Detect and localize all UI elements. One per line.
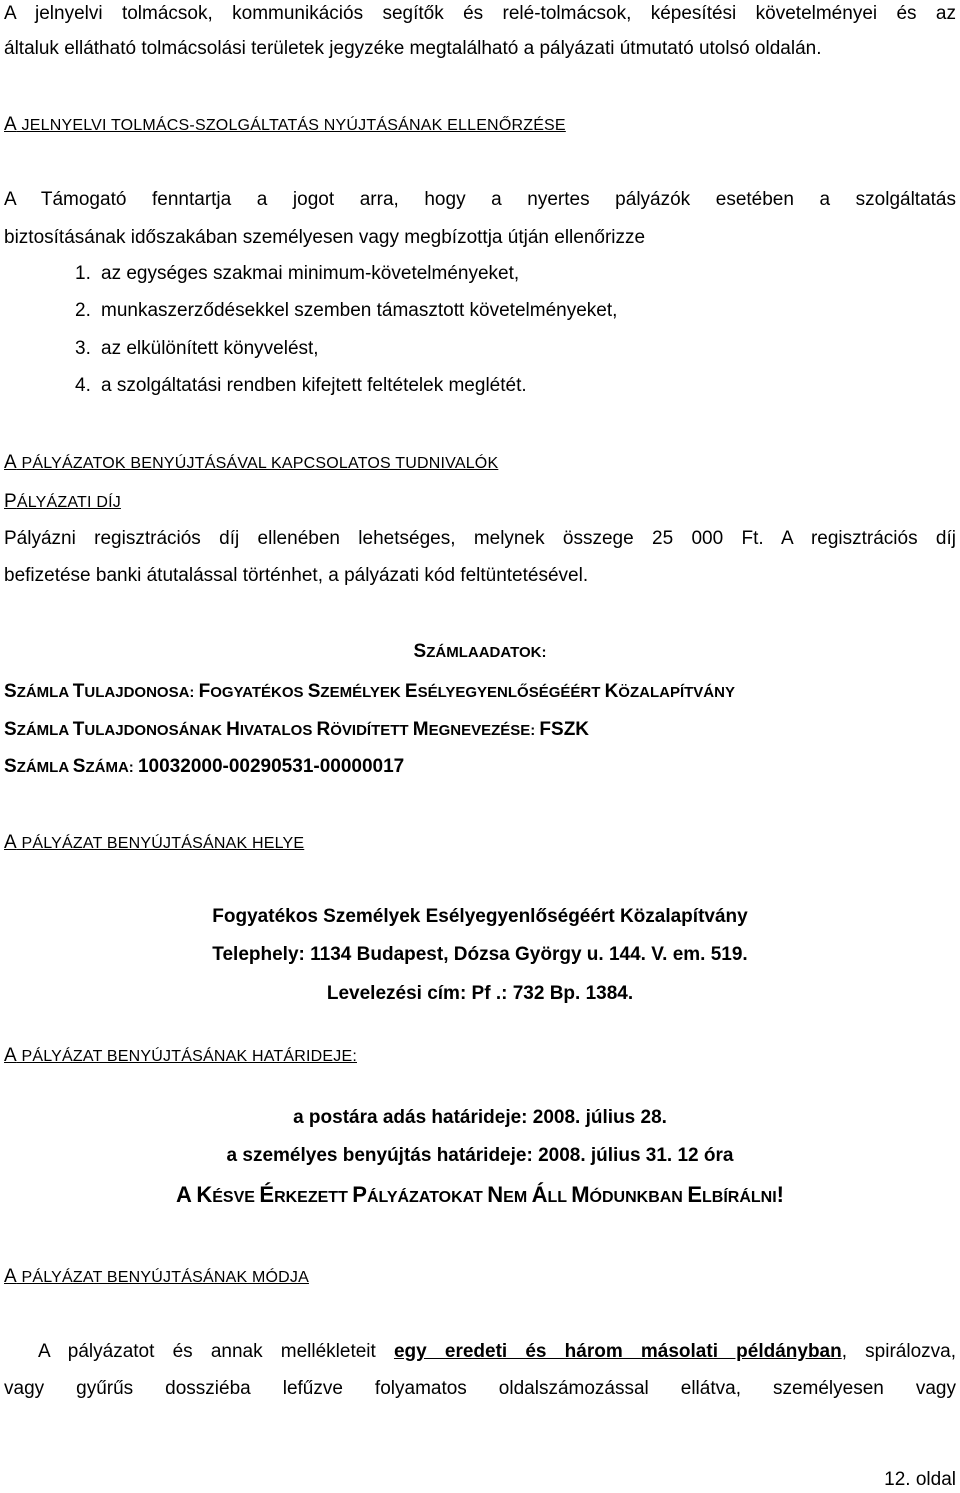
sc-rest: ÓDUNKBAN bbox=[589, 1189, 688, 1206]
sc-initial: E bbox=[404, 681, 418, 702]
heading-rest: ÁLYÁZATI DÍJ bbox=[16, 494, 121, 511]
list-item bbox=[75, 262, 895, 286]
place-site-address: Telephely: 1134 Budapest, Dózsa György u. 144. V. em. 519. bbox=[212, 944, 748, 965]
sc-initial: P bbox=[352, 1182, 367, 1207]
sc-rest: ZÁMLA bbox=[16, 722, 73, 739]
heading-rest: JELNYELVI TOLMÁCS-SZOLGÁLTATÁS NYÚJTÁSÁNAK ELLENŐRZÉSE bbox=[16, 117, 566, 134]
late-submission-warning bbox=[0, 1183, 960, 1210]
heading-initial: A bbox=[4, 832, 17, 853]
heading-rest: PÁLYÁZAT BENYÚJTÁSÁNAK MÓDJA bbox=[16, 1269, 309, 1286]
sc-initial: ! bbox=[776, 1182, 784, 1207]
sc-initial: K bbox=[604, 681, 619, 702]
sc-rest: ZÁMLA bbox=[16, 684, 73, 701]
heading-rest: PÁLYÁZATOK BENYÚJTÁSÁVAL KAPCSOLATOS TUDNIVALÓK bbox=[16, 455, 499, 472]
page-number: 12. oldal bbox=[884, 1469, 956, 1490]
sc-initial: A bbox=[176, 1182, 192, 1207]
submission-info-heading bbox=[4, 451, 956, 476]
place-heading bbox=[4, 831, 956, 856]
sc-rest: OGYATÉKOS bbox=[210, 684, 308, 701]
control-para-line-2: biztosításának időszakában személyesen vagy megbízottja útján ellenőrizze bbox=[4, 227, 646, 248]
heading-initial: A bbox=[4, 1045, 17, 1066]
sc-rest: LBÍRÁLNI bbox=[702, 1189, 777, 1206]
intro-line-2: általuk ellátható tolmácsolási területek jegyzéke megtalálható a pályázati útmutató utolsó oldalán. bbox=[4, 38, 822, 59]
sc-rest: ZÁMA: bbox=[85, 759, 138, 776]
sc-initial: M bbox=[571, 1182, 590, 1207]
fee-line-1: Pályázni regisztrációs díj ellenében lehetséges, melynek összege 25 000 Ft. A regisztrációs díj bbox=[4, 528, 956, 549]
list-item bbox=[75, 337, 895, 361]
list-item bbox=[75, 299, 895, 323]
sc-initial: R bbox=[316, 719, 331, 740]
place-mail-address: Levelezési cím: Pf .: 732 Bp. 1384. bbox=[326, 983, 634, 1004]
sc-initial: M bbox=[412, 719, 429, 740]
sc-initial: N bbox=[487, 1182, 504, 1207]
list-number: 1. bbox=[75, 263, 91, 284]
sc-rest: EM bbox=[503, 1189, 532, 1206]
sc-rest: ULAJDONOSA: bbox=[84, 684, 199, 701]
sc-initial: E bbox=[687, 1182, 702, 1207]
sc-rest: ÖZALAPÍTVÁNY bbox=[618, 684, 735, 701]
fee-heading bbox=[4, 490, 956, 515]
sc-initial: S bbox=[307, 681, 321, 702]
sc-rest: RKEZETT bbox=[274, 1189, 353, 1206]
sc-rest: SÉLYEGYENLŐSÉGÉÉRT bbox=[417, 684, 605, 701]
billing-owner-line bbox=[4, 680, 956, 705]
sc-rest: LL bbox=[547, 1189, 572, 1206]
sc-initial: H bbox=[226, 719, 240, 740]
deadline-personal: a személyes benyújtás határideje: 2008. július 31. 12 óra bbox=[226, 1145, 734, 1166]
control-section-heading bbox=[4, 113, 956, 138]
method-line-2: vagy gyűrűs dossziéba lefűzve folyamatos oldalszámozással ellátva, személyesen vagy bbox=[4, 1378, 956, 1399]
billing-title bbox=[0, 640, 960, 665]
sc-rest: ÖVIDÍTETT bbox=[330, 722, 413, 739]
place-organization: Fogyatékos Személyek Esélyegyenlőségéért Közalapítvány bbox=[212, 906, 748, 927]
list-number: 4. bbox=[75, 375, 91, 396]
intro-line-1: A jelnyelvi tolmácsok, kommunikációs segítők és relé-tolmácsok, képesítési követelményei és az bbox=[4, 3, 956, 24]
heading-rest: ZÁMLAADATOK: bbox=[426, 644, 547, 661]
heading-rest: PÁLYÁZAT BENYÚJTÁSÁNAK HELYE bbox=[16, 835, 305, 852]
sc-rest: ÉSVE bbox=[212, 1189, 260, 1206]
method-text: , spirálozva, bbox=[841, 1341, 956, 1362]
list-text: az egységes szakmai minimum-követelményeket, bbox=[101, 263, 520, 284]
sc-initial: T bbox=[72, 681, 85, 702]
list-item bbox=[75, 374, 895, 398]
sc-rest: IVATALOS bbox=[239, 722, 317, 739]
heading-initial: A bbox=[4, 114, 17, 135]
sc-initial: S bbox=[72, 756, 86, 777]
heading-initial: A bbox=[4, 1266, 17, 1287]
list-text: munkaszerződésekkel szemben támasztott követelményeket, bbox=[101, 300, 618, 321]
heading-initial: A bbox=[4, 452, 17, 473]
sc-rest: ZÁMLA bbox=[16, 759, 73, 776]
heading-rest: PÁLYÁZAT BENYÚJTÁSÁNAK HATÁRIDEJE: bbox=[16, 1048, 357, 1065]
list-number: 2. bbox=[75, 300, 91, 321]
list-text: a szolgáltatási rendben kifejtett feltételek meglétét. bbox=[101, 375, 527, 396]
method-heading bbox=[4, 1265, 956, 1290]
list-text: az elkülönített könyvelést, bbox=[101, 338, 319, 359]
sc-initial: Á bbox=[531, 1182, 548, 1207]
list-number: 3. bbox=[75, 338, 91, 359]
method-line-1 bbox=[38, 1340, 956, 1364]
sc-initial: S bbox=[4, 681, 17, 702]
method-text: A pályázatot és annak mellékleteit bbox=[38, 1341, 394, 1362]
sc-initial: K bbox=[196, 1182, 213, 1207]
deadline-heading bbox=[4, 1044, 956, 1069]
fee-line-2: befizetése banki átutalással történhet, a pályázati kód feltüntetésével. bbox=[4, 565, 589, 586]
sc-initial: É bbox=[259, 1182, 275, 1207]
sc-rest: ZEMÉLYEK bbox=[320, 684, 405, 701]
sc-rest: ULAJDONOSÁNAK bbox=[84, 722, 227, 739]
sc-rest: EGNEVEZÉSE: bbox=[428, 722, 540, 739]
sc-initial: T bbox=[72, 719, 85, 740]
deadline-post: a postára adás határideje: 2008. július 28. bbox=[293, 1107, 667, 1128]
sc-initial: S bbox=[4, 756, 17, 777]
sc-initial: F bbox=[198, 681, 211, 702]
billing-account-number-line bbox=[4, 755, 956, 780]
heading-initial: P bbox=[4, 491, 17, 512]
account-number-value: 10032000-00290531-00000017 bbox=[137, 756, 405, 777]
short-name-value: FSZK bbox=[539, 719, 590, 740]
sc-initial: S bbox=[4, 719, 17, 740]
method-emphasis: egy eredeti és három másolati példányban bbox=[393, 1341, 842, 1362]
heading-initial: S bbox=[413, 641, 427, 662]
sc-rest: ÁLYÁZATOKAT bbox=[366, 1189, 488, 1206]
control-para-line-1: A Támogató fenntartja a jogot arra, hogy a nyertes pályázók esetében a szolgáltatás bbox=[4, 189, 956, 210]
billing-short-name-line bbox=[4, 718, 956, 743]
